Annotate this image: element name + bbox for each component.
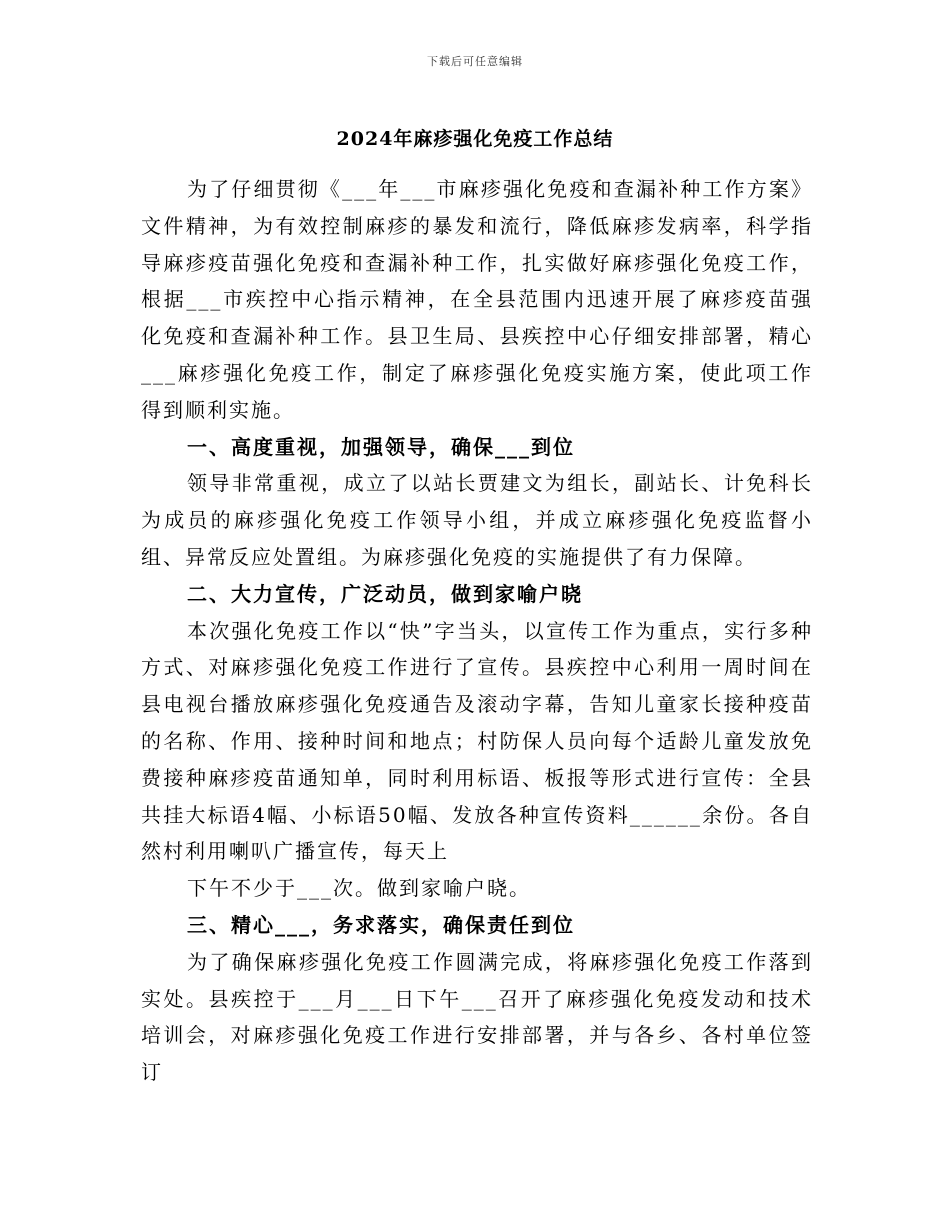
section-heading-3: 三、精心___，务求落实，确保责任到位 <box>187 912 575 937</box>
paragraph-publicity: 本次强化免疫工作以“快”字当头，以宣传工作为重点，实行多种方式、对麻疹强化免疫工作进行了宣传。县疾控中心利用一周时间在县电视台播放麻疹强化免疫通告及滚动字幕，告知儿童家长接种疫苗的名称、作用、接种时间和地点；村防保人员向每个适龄儿童发放免费接种麻疹疫苗通知单，同时利用标语、板报等形式进行宣传：全县共挂大标语4幅、小标语50幅、发放各种宣传资料______余份。各自然村利用喇叭广播宣传，每天上 <box>141 618 813 864</box>
header-note: 下载后可任意编辑 <box>427 55 523 68</box>
section-heading-1: 一、高度重视，加强领导，确保___到位 <box>187 434 575 459</box>
document-title: 2024年麻疹强化免疫工作总结 <box>336 128 614 150</box>
paragraph-publicity-cont: 下午不少于___次。做到家喻户晓。 <box>187 876 531 901</box>
paragraph-leadership: 领导非常重视，成立了以站长贾建文为组长，副站长、计免科长为成员的麻疹强化免疫工作领导小组，并成立麻疹强化免疫监督小组、异常反应处置组。为麻疹强化免疫的实施提供了有力保障。 <box>141 471 813 569</box>
document-body <box>141 171 813 1091</box>
section-heading-2: 二、大力宣传，广泛动员，做到家喻户晓 <box>187 581 583 606</box>
paragraph-implementation: 为了确保麻疹强化免疫工作圆满完成，将麻疹强化免疫工作落到实处。县疾控于___月___日下午___召开了麻疹强化免疫发动和技术培训会，对麻疹强化免疫工作进行安排部署，并与各乡、各村单位签订 <box>141 949 813 1085</box>
paragraph-intro: 为了仔细贯彻《___年___市麻疹强化免疫和查漏补种工作方案》文件精神，为有效控制麻疹的暴发和流行，降低麻疹发病率，科学指导麻疹疫苗强化免疫和查漏补种工作，扎实做好麻疹强化免疫工作，根据___市疾控中心指示精神，在全县范围内迅速开展了麻疹疫苗强化免疫和查漏补种工作。县卫生局、县疾控中心仔细安排部署，精心___麻疹强化免疫工作，制定了麻疹强化免疫实施方案，使此项工作得到顺利实施。 <box>141 177 813 422</box>
